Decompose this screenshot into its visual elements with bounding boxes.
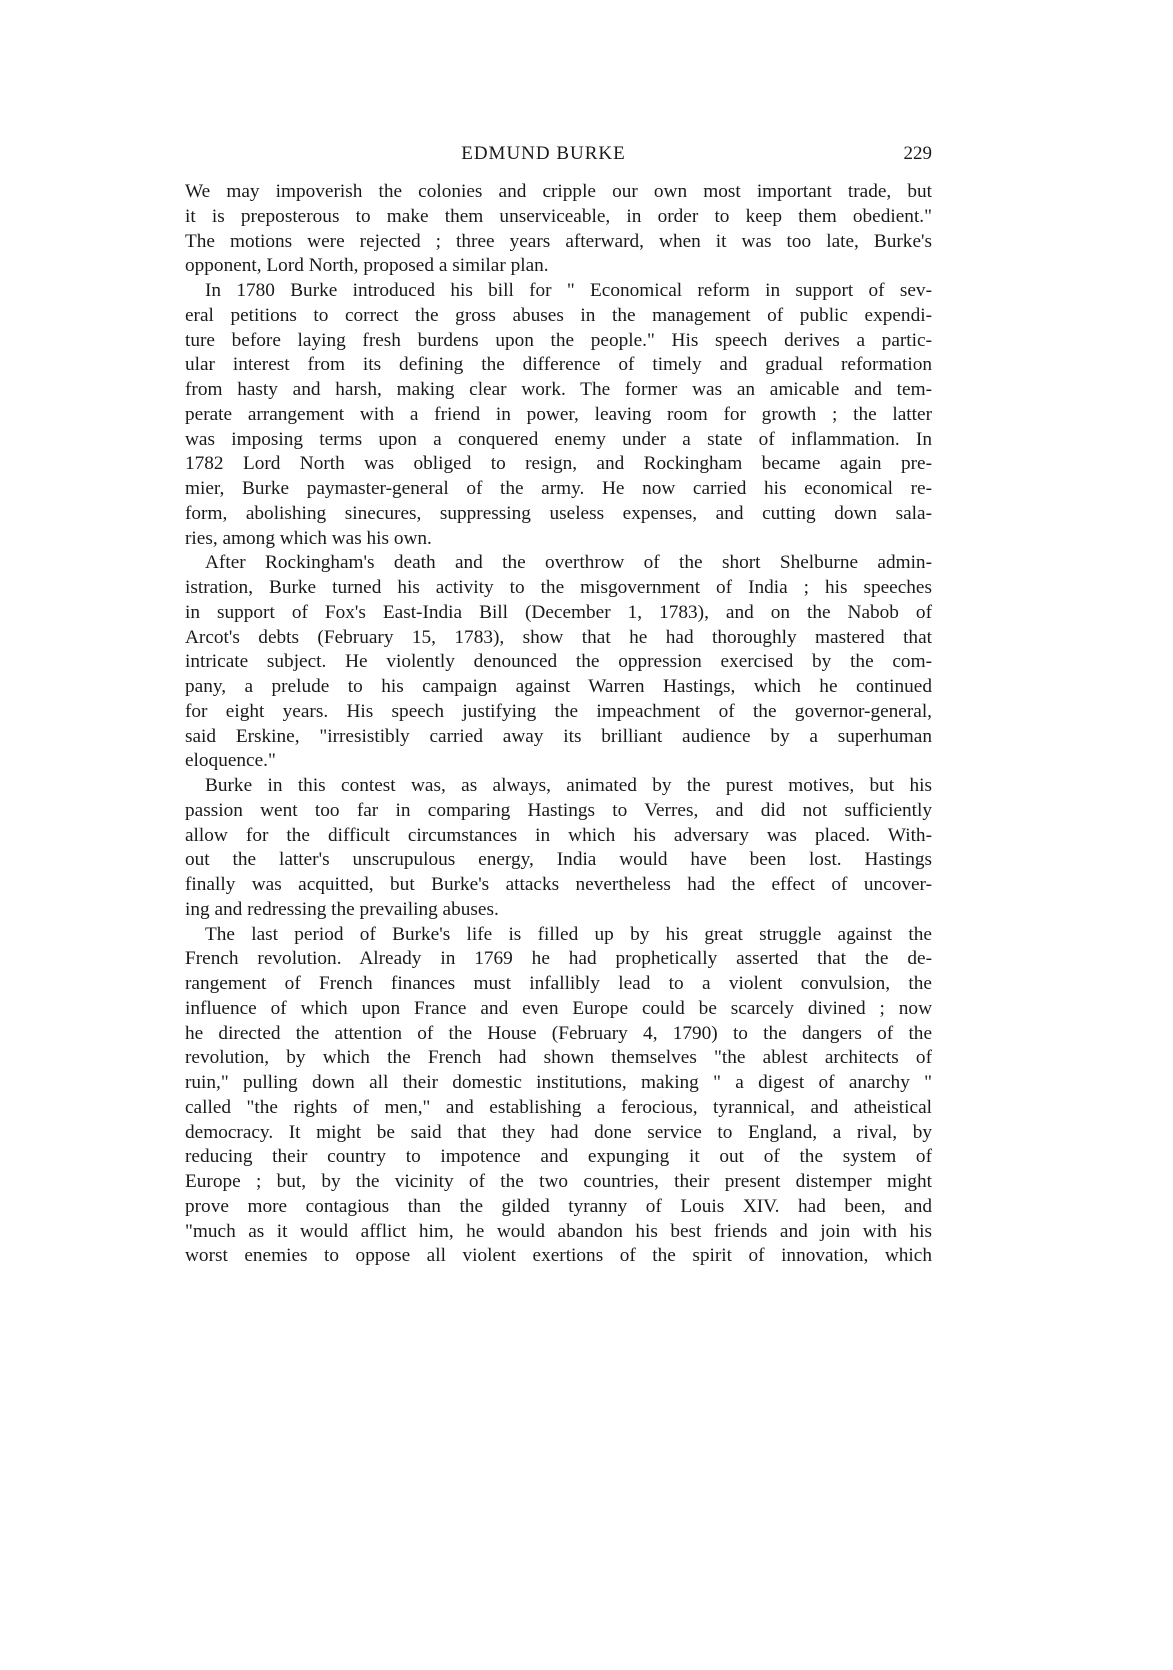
text-line: prove more contagious than the gilded tyranny of Louis XIV. had been, and bbox=[185, 1195, 932, 1217]
text-line: ture before laying fresh burdens upon the people." His speech derives a partic- bbox=[185, 329, 932, 351]
text-line: 1782 Lord North was obliged to resign, and Rockingham became again pre- bbox=[185, 453, 932, 475]
paragraph bbox=[185, 279, 932, 551]
paragraph bbox=[185, 923, 932, 1270]
text-line: democracy. It might be said that they had done service to England, a rival, by bbox=[185, 1121, 932, 1143]
page-header bbox=[185, 143, 932, 169]
text-line: pany, a prelude to his campaign against Warren Hastings, which he continued bbox=[185, 676, 932, 697]
text-line: eloquence." bbox=[185, 750, 276, 772]
text-line: perate arrangement with a friend in power, leaving room for growth ; the latter bbox=[185, 403, 932, 425]
text-line: was imposing terms upon a conquered enemy under a state of inflammation. In bbox=[185, 428, 932, 450]
text-line: The motions were rejected ; three years afterward, when it was too late, Burke's bbox=[185, 230, 932, 252]
text-line: called "the rights of men," and establishing a ferocious, tyrannical, and atheistical bbox=[185, 1096, 932, 1118]
text-line: form, abolishing sinecures, suppressing useless expenses, and cutting down sala- bbox=[185, 502, 932, 524]
text-line: out the latter's unscrupulous energy, India would have been lost. Hastings bbox=[185, 849, 932, 871]
text-line: for eight years. His speech justifying the impeachment of the governor-general, bbox=[185, 700, 932, 722]
text-line: ruin," pulling down all their domestic institutions, making " a digest of anarchy " bbox=[185, 1072, 932, 1093]
text-line: revolution, by which the French had shown themselves "the ablest architects of bbox=[185, 1047, 932, 1069]
text-line: ries, among which was his own. bbox=[185, 527, 432, 549]
text-line: istration, Burke turned his activity to the misgovernment of India ; his speeches bbox=[185, 577, 932, 598]
text-line: from hasty and harsh, making clear work. The former was an amicable and tem- bbox=[185, 379, 932, 400]
text-line: The last period of Burke's life is filled up by his great struggle against the bbox=[205, 923, 932, 945]
page-number: 229 bbox=[903, 143, 932, 164]
running-title: EDMUND BURKE bbox=[461, 143, 626, 164]
text-line: In 1780 Burke introduced his bill for " Economical reform in support of sev- bbox=[205, 280, 932, 301]
text-line: mier, Burke paymaster-general of the army. He now carried his economical re- bbox=[185, 478, 932, 499]
text-line: French revolution. Already in 1769 he had prophetically asserted that the de- bbox=[185, 948, 932, 970]
text-line: After Rockingham's death and the overthrow of the short Shelburne admin- bbox=[205, 552, 932, 574]
text-line: ing and redressing the prevailing abuses. bbox=[185, 898, 499, 920]
text-line: opponent, Lord North, proposed a similar plan. bbox=[185, 255, 549, 277]
text-line: eral petitions to correct the gross abuses in the management of public expendi- bbox=[185, 304, 932, 326]
text-line: finally was acquitted, but Burke's attacks nevertheless had the effect of uncover- bbox=[185, 874, 932, 895]
text-line: "much as it would afflict him, he would abandon his best friends and join with his bbox=[185, 1220, 932, 1242]
text-line: it is preposterous to make them unserviceable, in order to keep them obedient." bbox=[185, 205, 932, 227]
text-line: passion went too far in comparing Hastings to Verres, and did not sufficiently bbox=[185, 799, 932, 821]
paragraph bbox=[185, 774, 932, 923]
text-line: We may impoverish the colonies and cripple our own most important trade, but bbox=[185, 181, 932, 202]
body-text bbox=[185, 180, 932, 1269]
text-line: Arcot's debts (February 15, 1783), show that he had thoroughly mastered that bbox=[185, 626, 932, 648]
text-line: he directed the attention of the House (February 4, 1790) to the dangers of the bbox=[185, 1022, 932, 1044]
text-line: Burke in this contest was, as always, animated by the purest motives, but his bbox=[205, 775, 932, 796]
text-line: reducing their country to impotence and expunging it out of the system of bbox=[185, 1146, 932, 1168]
text-line: rangement of French finances must infallibly lead to a violent convulsion, the bbox=[185, 973, 932, 994]
text-line: intricate subject. He violently denounced the oppression exercised by the com- bbox=[185, 651, 932, 673]
text-line: influence of which upon France and even Europe could be scarcely divined ; now bbox=[185, 997, 932, 1019]
text-line: Europe ; but, by the vicinity of the two countries, their present distemper might bbox=[185, 1171, 932, 1192]
text-line: allow for the difficult circumstances in which his adversary was placed. With- bbox=[185, 824, 932, 846]
paragraph bbox=[185, 180, 932, 279]
text-line: said Erskine, "irresistibly carried away its brilliant audience by a superhuman bbox=[185, 725, 932, 747]
text-line: ular interest from its defining the difference of timely and gradual reformation bbox=[185, 354, 932, 376]
text-line: in support of Fox's East-India Bill (December 1, 1783), and on the Nabob of bbox=[185, 601, 932, 623]
paragraph bbox=[185, 551, 932, 774]
text-line: worst enemies to oppose all violent exertions of the spirit of innovation, which bbox=[185, 1245, 932, 1267]
